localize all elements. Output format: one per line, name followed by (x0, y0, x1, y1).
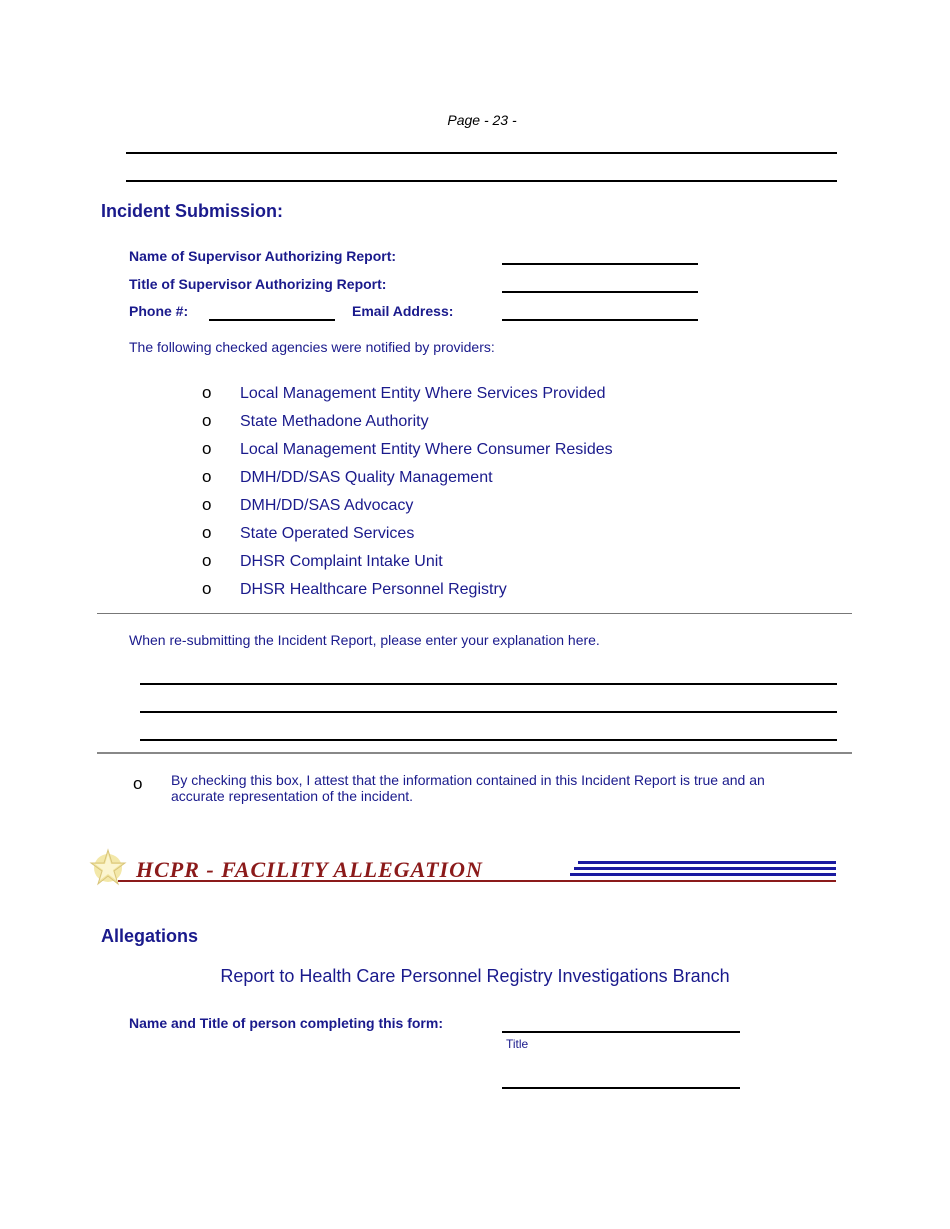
header-rule-top (126, 152, 837, 154)
agency-checklist (202, 384, 702, 608)
agency-label: DHSR Complaint Intake Unit (240, 553, 443, 570)
agency-label: State Operated Services (240, 525, 415, 542)
checkbox-bullet[interactable]: o (202, 523, 212, 542)
agency-label: State Methadone Authority (240, 413, 429, 430)
page-number: Page - 23 - (447, 112, 517, 128)
explanation-line-3[interactable] (140, 739, 837, 741)
checkbox-bullet[interactable]: o (202, 551, 212, 570)
agency-label: DMH/DD/SAS Advocacy (240, 497, 414, 514)
allegations-title: Allegations (101, 926, 199, 946)
title-field[interactable] (502, 1087, 740, 1089)
supervisor-title-field[interactable] (502, 291, 698, 293)
allegations-subheading: Report to Health Care Personnel Registry Investigations Branch (220, 966, 730, 986)
section-divider (97, 613, 852, 614)
agency-label: Local Management Entity Where Services Provided (240, 385, 606, 402)
agency-item[interactable] (202, 524, 702, 552)
attestation-line-2: accurate representation of the incident. (171, 788, 414, 804)
banner-title: HCPR - FACILITY ALLEGATION (136, 857, 483, 882)
agency-label: DHSR Healthcare Personnel Registry (240, 581, 507, 598)
title-caption: Title (506, 1037, 529, 1051)
explanation-line-1[interactable] (140, 683, 837, 685)
incident-submission-title: Incident Submission: (101, 201, 284, 221)
phone-label: Phone #: (129, 303, 189, 319)
agency-item[interactable] (202, 496, 702, 524)
agency-label: DMH/DD/SAS Quality Management (240, 469, 493, 486)
agency-item[interactable] (202, 552, 702, 580)
checkbox-bullet[interactable]: o (202, 495, 212, 514)
agency-item[interactable] (202, 580, 702, 608)
checkbox-bullet[interactable]: o (202, 411, 212, 430)
header-rule-bottom (126, 180, 837, 182)
attestation-checkbox[interactable]: o (133, 774, 143, 793)
star-icon (91, 850, 125, 884)
section-divider (97, 752, 852, 754)
email-label: Email Address: (352, 303, 454, 319)
attestation-text (171, 772, 765, 804)
supervisor-name-label: Name of Supervisor Authorizing Report: (129, 248, 397, 264)
agency-item[interactable] (202, 440, 702, 468)
agencies-intro: The following checked agencies were notified by providers: (129, 339, 495, 355)
email-field[interactable] (502, 319, 698, 321)
supervisor-title-label: Title of Supervisor Authorizing Report: (129, 276, 387, 292)
agency-item[interactable] (202, 412, 702, 440)
name-title-label: Name and Title of person completing this form: (129, 1015, 443, 1031)
agency-label: Local Management Entity Where Consumer Resides (240, 441, 613, 458)
explanation-line-2[interactable] (140, 711, 837, 713)
supervisor-name-field[interactable] (502, 263, 698, 265)
checkbox-bullet[interactable]: o (202, 439, 212, 458)
attestation-line-1: By checking this box, I attest that the information contained in this Incident Report is true and an (171, 772, 765, 788)
hcpr-banner (88, 846, 838, 888)
agency-item[interactable] (202, 384, 702, 412)
checkbox-bullet[interactable]: o (202, 467, 212, 486)
agency-item[interactable] (202, 468, 702, 496)
phone-field[interactable] (209, 319, 335, 321)
resubmission-prompt: When re-submitting the Incident Report, please enter your explanation here. (129, 632, 600, 648)
name-field[interactable] (502, 1031, 740, 1033)
checkbox-bullet[interactable]: o (202, 383, 212, 402)
checkbox-bullet[interactable]: o (202, 579, 212, 598)
